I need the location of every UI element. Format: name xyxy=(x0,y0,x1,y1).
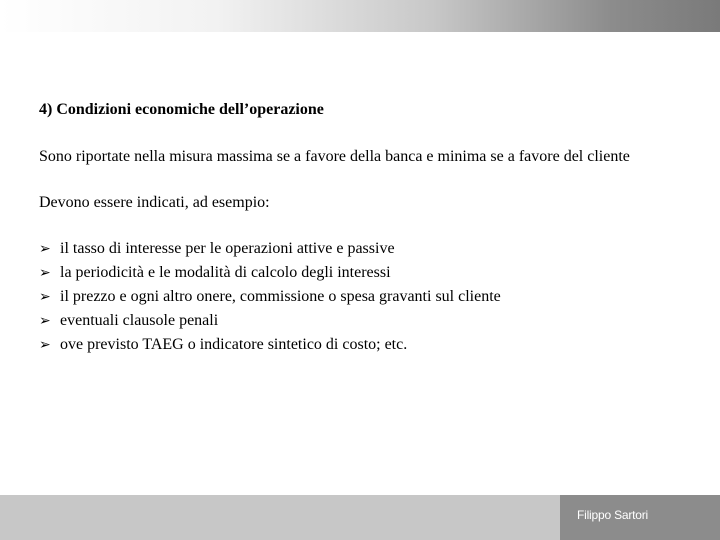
slide-heading: 4) Condizioni economiche dell’operazione xyxy=(39,101,324,118)
footer-author: Filippo Sartori xyxy=(577,508,649,522)
list-item xyxy=(39,261,709,285)
list-item-text: il prezzo e ogni altro onere, commissione o spesa gravanti sul cliente xyxy=(60,288,501,305)
list-item xyxy=(39,285,709,309)
bullet-list xyxy=(39,237,709,357)
list-item xyxy=(39,333,709,357)
lead-paragraph: Devono essere indicati, ad esempio: xyxy=(39,194,270,211)
arrow-bullet-icon: ➢ xyxy=(39,241,51,257)
arrow-bullet-icon: ➢ xyxy=(39,313,51,329)
slide-content xyxy=(39,98,709,357)
intro-paragraph: Sono riportate nella misura massima se a favore della banca e minima se a favore del cliente xyxy=(39,148,630,165)
arrow-bullet-icon: ➢ xyxy=(39,289,51,305)
arrow-bullet-icon: ➢ xyxy=(39,337,51,353)
list-item-text: il tasso di interesse per le operazioni attive e passive xyxy=(60,240,395,257)
list-item xyxy=(39,309,709,333)
list-item-text: eventuali clausole penali xyxy=(60,312,219,329)
top-gradient-band xyxy=(0,0,720,32)
list-item-text: ove previsto TAEG o indicatore sintetico di costo; etc. xyxy=(60,336,408,353)
list-item xyxy=(39,237,709,261)
arrow-bullet-icon: ➢ xyxy=(39,265,51,281)
list-item-text: la periodicità e le modalità di calcolo degli interessi xyxy=(60,264,391,281)
